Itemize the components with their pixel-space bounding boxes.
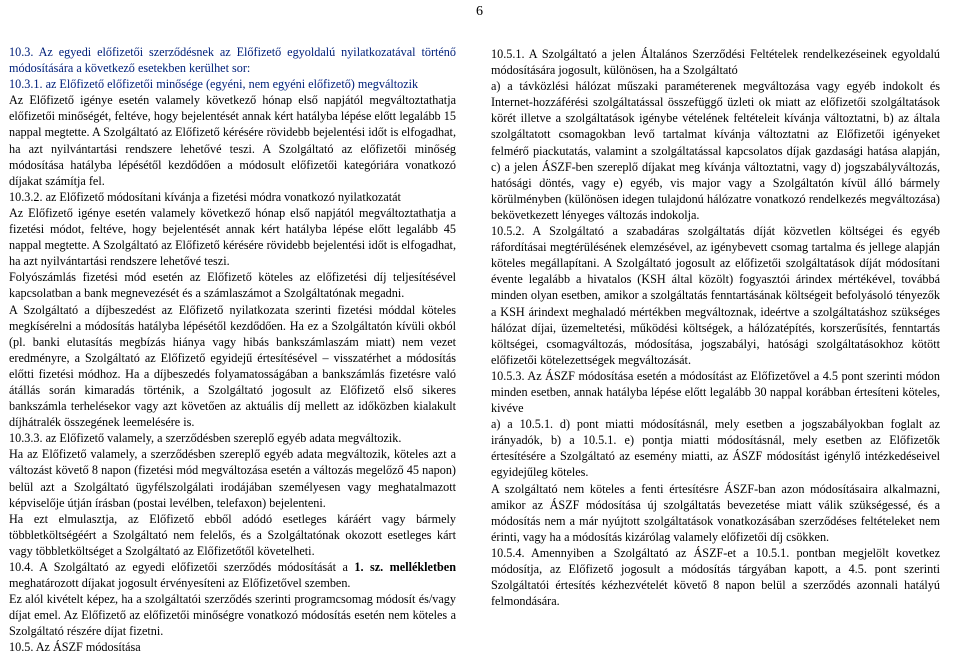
section-10-5-3-paragraph: 10.5.3. Az ÁSZF módosítása esetén a módosítást az Előfizetővel a 4.5 pont szerinti módon minden esetben, annak hatályba lépése előtt legalább 30 nappal korábban értesíteni köteles, kivéve (491, 368, 940, 416)
page-number: 6 (476, 4, 483, 19)
section-10-3-heading: 10.3. Az egyedi előfizetői szerződésnek az Előfizető egyoldalú nyilatkozatával történő módosítására a következő esetekben kerülhet sor: (9, 45, 456, 76)
paragraph: A szolgáltató nem köteles a fenti értesítésre ÁSZF-ban azon módosításaira alkalmazni, amikor az ÁSZF módosítása új szolgáltatás bevezetése miatt válik szükségessé, és a módosítás nem a már nyújtott szolgáltatások vonatkozásában szerződéses feltételeket nem érinti, vagy ha a módosítás kizárólag valamely előfizetői díj csökken. (491, 481, 940, 544)
right-column (491, 46, 940, 609)
paragraph: Ez alól kivételt képez, ha a szolgáltatói szerződés szerinti programcsomag módosít és/vagy díjat emel. Az Előfizető az előfizetői minőségre vonatkozó módosítás esetén nem köteles a Szolgáltató részére díjat fizetni. (9, 592, 456, 639)
section-10-5-2-paragraph: 10.5.2. A Szolgáltató a szabadáras szolgáltatás díját közvetlen költségei és egyéb ráfordításai megtérülésének elemzésével, az igénybevett csomag tartalma és jellege alapján köteles megállapítani. A Szolgáltató jogosult az előfizetői szolgáltatások díját módosítani évente legalább a hivatalos (KSH által közölt) fogyasztói árindex mértékével, továbbá minden olyan esetben, amikor a szolgáltatás fenntartásának költségeit befolyásoló tényezők a KSH árindext meghaladó mértékben megváltoznak, ideértve a szolgáltatáshoz szükséges hálózat díjai, üzemeltetési, működési költségek, a hálózatépítés, korszerűsítés, fenntartás költségei, csomagváltozás, módosítása, jogszabályi, hatósági szolgáltatásokhoz kötött előfizetői kötelezettségek megváltozását. (491, 224, 940, 367)
bold-phrase: 1. sz. mellékletben (354, 560, 456, 574)
section-10-4-paragraph (9, 559, 456, 591)
paragraph: a) a távközlési hálózat műszaki paraméterenek megváltozása vagy egyéb indokolt és Internet-hozzáférési szolgáltatással összefüggő üzleti ok miatt az előfizetői szolgáltatások körét illetve a szolgáltatások igénybe vételének feltételeit kívánja változtatni, b) az általa szolgáltatott csomagokban levő tartalmat kívánja változtatni az Előfizetői igényeket felmérő piackutatás, valamint a szolgáltatással kapcsolatos díjak gazdasági hatása alapján, c) a jelen ÁSZF-ben szereplő díjakat meg kívánja változtatni, vagy d) jogszabályváltozás, hatósági döntés, vagy e) egyéb, vis major vagy a Szolgáltatón kívül álló bármely körülményben (különösen idegen tulajdonú hálózatre vonatkozó rendelkezés megváltozása) bekövetkezett lényeges változás indokolja. (491, 79, 940, 222)
paragraph: a) a 10.5.1. d) pont miatti módosításnál, mely esetben a jogszabályokban foglalt az irányadók, b) a 10.5.1. e) pontja miatti módosításnál, mely esetben az Előfizetők értesítésére a Szolgáltató az esemény miatti, az ÁSZF módosítást igénylő intézkedéseivel egyidejűleg köteles. (491, 417, 940, 480)
left-column (9, 44, 456, 656)
paragraph: Ha az Előfizető valamely, a szerződésben szereplő egyéb adata megváltozik, köteles azt a változást követő 8 napon (fizetési mód megváltozása esetén a változás megelőző 45 napon) belül azt a Szolgáltató ügyfélszolgálati irodájában személyesen vagy meghatalmazott képviselője útján írásban (postai levélben, telefaxon) bejelenteni. (9, 447, 456, 510)
paragraph: Ha ezt elmulasztja, az Előfizető ebből adódó esetleges káráért vagy bármely többletköltségéért a Szolgáltató nem felelős, és a Szolgáltatónak okozott esetleges kárt vagy többletköltséget a Szolgáltató az Előfizetőtől követelheti. (9, 511, 456, 558)
section-10-5-heading: 10.5. Az ÁSZF módosítása (9, 640, 141, 655)
paragraph: Az Előfizető igénye esetén valamely következő hónap első napjától megváltoztathatja a fizetési módot, feltéve, hogy bejelentését annak kért hatályba lépése előtt legalább 45 nappal megtette. A Szolgáltató az Előfizető kérésére rövidebb bejelentési időt is elfogadhat, ha azt nyilvántartási rendszere lehetővé teszi. (9, 205, 456, 269)
section-10-3-3-heading: 10.3.3. az Előfizető valamely, a szerződésben szereplő egyéb adata megváltozik. (9, 431, 402, 446)
paragraph: A Szolgáltató a díjbeszedést az Előfizető nyilatkozata szerinti fizetési móddal köteles megkísérelni a módosítás hatályba lépésétől kezdődően. Ha ez a Szolgáltatón kívüli okból (pl. banki elutasítás megbízás hiánya vagy hibás bankszámlaszám miatt) nem vezet eredményre, a Szolgáltató az Előfizető egyidejű értesítésével – visszatérhet a módosítás előtti fizetési módhoz. Ha a díjbeszedés folyamatosságában a bankszámlás fizetésre való átállás során kimaradás történik, a Szolgáltató jogosult az Előfizető első sikeres bankszámla terhelésekor vagy azt követően az aktuális díj mellett az időközben kialakult díjhátralék összegének leemelésére is. (9, 302, 456, 430)
paragraph: Folyószámlás fizetési mód esetén az Előfizető köteles az előfizetési díj teljesítésével kapcsolatban a bank megnevezését és a számlaszámot a Szolgáltatónak megadni. (9, 270, 456, 301)
section-10-5-1-paragraph: 10.5.1. A Szolgáltató a jelen Általános Szerződési Feltételek rendelkezéseinek egyoldalú módosítására jogosult, különösen, ha a Szolgáltató (491, 47, 940, 78)
section-10-3-2-heading: 10.3.2. az Előfizető módosítani kívánja a fizetési módra vonatkozó nyilatkozatát (9, 189, 401, 204)
section-10-4-text: 10.4. A Szolgáltató az egyedi előfizetői szerződés módosítását a 1. sz. mellékletben meghatározott díjakat jogosult érvényesíteni az Előfizetővel szemben. (9, 560, 456, 591)
paragraph: Az Előfizető igénye esetén valamely következő hónap első napjától megváltoztathatja előfizetői minőségét, feltéve, hogy bejelentését annak kért hatályba lépése előtt legalább 15 nappal megtette. A Szolgáltató az Előfizető kérésére rövidebb bejelentési időt is elfogadhat, ha azt nyilvántartási rendszere lehetővé teszi. A Szolgáltató az előfizetői minőség módosítása hatályba lépésétől kezdődően a módosult előfizetői kategóriára vonatkozó díjakat számítja fel. (9, 93, 456, 188)
section-10-3-1-heading: 10.3.1. az Előfizető előfizetői minősége (egyéni, nem egyéni előfizető) megváltozik (9, 77, 419, 92)
section-10-5-4-paragraph: 10.5.4. Amennyiben a Szolgáltató az ÁSZF-et a 10.5.1. pontban megjelölt kovetkez módosítja, az Előfizető jogosult a módosítás tárgyában kapott, a 4.5. pont szerinti Szolgáltatói értesítés kézhezvételét követő 8 napon belül a szerződés azonnali hatályú felmondására. (491, 545, 940, 609)
